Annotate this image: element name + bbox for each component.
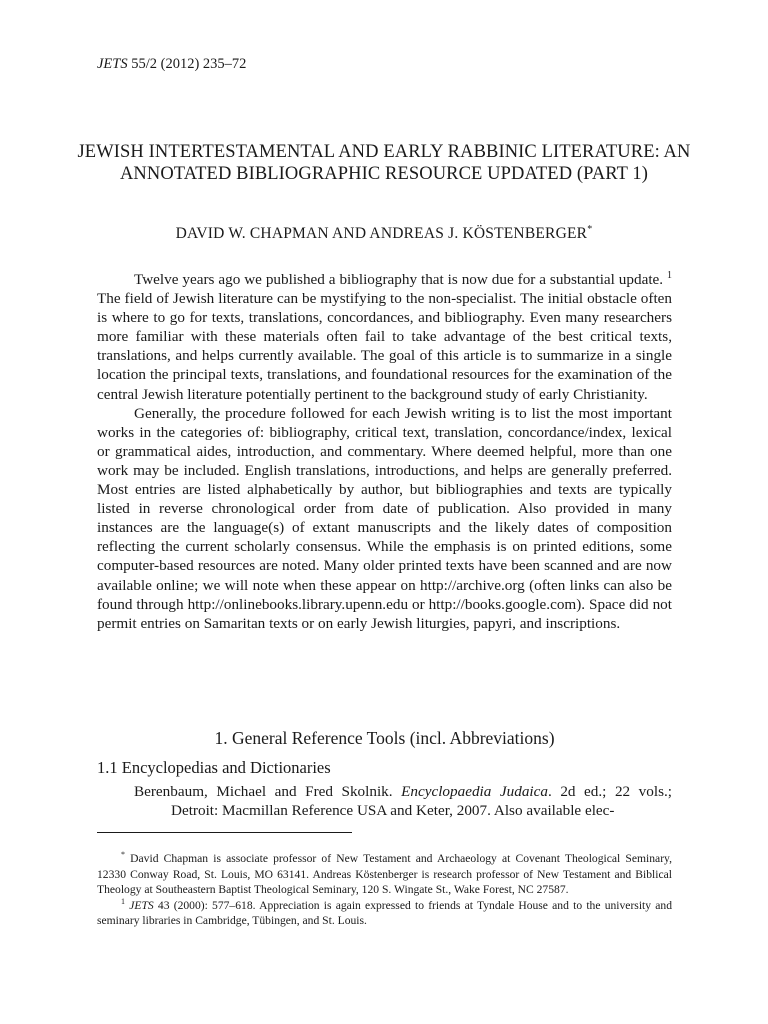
subsection-heading: 1.1 Encyclopedias and Dictionaries: [97, 758, 331, 777]
running-header: [97, 56, 246, 73]
journal-abbrev: JETS: [97, 56, 128, 72]
article-body: [97, 270, 672, 633]
author-footnote-mark: *: [587, 223, 593, 235]
footnote-1: [97, 898, 672, 929]
footnote-mark: *: [121, 850, 125, 860]
body-paragraph: Generally, the procedure followed for each Jewish writing is to list the most important works in the categories of: bibliography, critical text, translation, concordance/index, lexical or grammatical aides, introduction, and commentary. Where deemed helpful, more than one work may be included. English translations, introductions, and helps are generally preferred. Most entries are listed alphabetically by author, but bibliographies and texts are typically listed in reverse chronological order from date of publication. Also provided in many instances are the language(s) of extant manuscripts and the likely dates of composition reflecting the current scholarly consensus. While the emphasis is on printed editions, some computer-based resources are noted. Many older printed texts have been scanned and are now available online; we will note when these appear on http://archive.org (often links can also be found through http://onlinebooks.library.upenn.edu or http://books.google.com). Space did not permit entries on Samaritan texts or on early Jewish liturgies, papyri, and inscriptions.: [97, 404, 672, 632]
entry-title: Encyclopaedia Judaica: [401, 783, 548, 800]
section-heading: 1. General Reference Tools (incl. Abbreviations): [214, 728, 555, 748]
paragraph-text: The field of Jewish literature can be mystifying to the non-specialist. The initial obstacle often is where to go for texts, translations, concordances, and bibliography. Even many researchers more familiar with these materials often fail to take advantage of the best critical texts, translations, and helps currently available. The goal of this article is to summarize in a single location the principal texts, translations, and foundational resources for the examination of the central Jewish literature potentially pertinent to the background study of early Christianity.: [97, 290, 672, 403]
footnote-ref: 1: [667, 269, 672, 281]
article-title: JEWISH INTERTESTAMENTAL AND EARLY RABBINIC LITERATURE: AN ANNOTATED BIBLIOGRAPHIC RESOURCE UPDATED (PART 1): [77, 142, 691, 184]
footnote-separator: [97, 832, 352, 833]
paragraph-text: Twelve years ago we published a bibliography that is now due for a substantial update.: [134, 271, 664, 288]
footnote-text: 43 (2000): 577–618. Appreciation is again expressed to friends at Tyndale House and to the university and seminary libraries in Cambridge, Tübingen, and St. Louis.: [97, 898, 673, 927]
footnote-star: [97, 851, 672, 898]
entry-text: [97, 782, 672, 820]
bibliography-entry: [97, 782, 672, 820]
body-paragraph: [97, 270, 672, 404]
footnote-journal: JETS: [129, 898, 154, 912]
author-names: DAVID W. CHAPMAN AND ANDREAS J. KÖSTENBERGER: [175, 225, 588, 242]
footnote-mark: 1: [121, 896, 125, 906]
footnote-text: David Chapman is associate professor of New Testament and Archaeology at Covenant Theological Seminary, 12330 Conway Road, St. Louis, MO 63141. Andreas Köstenberger is research professor of New Testament and Biblical Theology at Southeastern Baptist Theological Seminary, 120 S. Wingate St., Wake Forest, NC 27587.: [97, 852, 672, 896]
footnotes: [97, 851, 672, 929]
entry-details: . 2d ed.; 22 vols.; Detroit: Macmillan Reference USA and Keter, 2007. Also available elec-: [171, 783, 673, 820]
article-authors: [60, 225, 708, 243]
entry-author: Berenbaum, Michael and Fred Skolnik.: [134, 783, 402, 800]
journal-citation: 55/2 (2012) 235–72: [127, 56, 247, 72]
